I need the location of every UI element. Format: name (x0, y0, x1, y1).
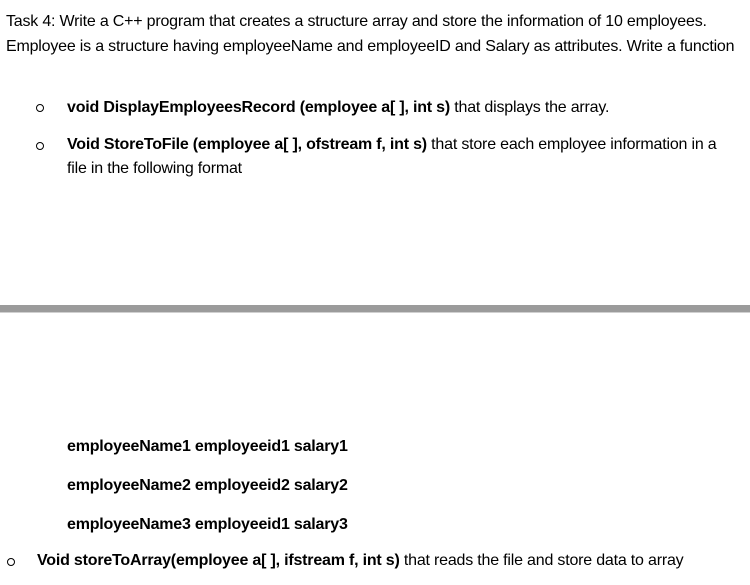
page-divider-shadow (0, 312, 750, 313)
format-example-line: employeeName3 employeeid1 salary3 (67, 516, 348, 533)
format-example-line: employeeName1 employeeid1 salary1 (67, 438, 348, 455)
bullet-store-to-file-function (67, 133, 737, 181)
hollow-circle-bullet-icon (7, 558, 15, 566)
function-signature: Void storeToArray(employee a[ ], ifstream f, int s) (37, 552, 400, 569)
task-description (6, 9, 736, 59)
function-description: that displays the array. (450, 99, 610, 116)
format-example-line: employeeName2 employeeid2 salary2 (67, 477, 348, 494)
function-signature: Void StoreToFile (employee a[ ], ofstream f, int s) (67, 136, 427, 153)
function-description: that store each employee information in a file in the following format (67, 136, 717, 177)
page-divider (0, 305, 750, 312)
function-signature: void DisplayEmployeesRecord (employee a[ ], int s) (67, 99, 451, 116)
function-description: that reads the file and store data to array (399, 552, 684, 569)
bullet-store-to-array-function (37, 549, 747, 573)
hollow-circle-bullet-icon (36, 142, 44, 150)
task-intro-text: Task 4: Write a C++ program that creates a structure array and store the information of 10 employees. Employee is a structure having employeeName and employeeID and Salary as attributes. Write a function (6, 13, 735, 55)
hollow-circle-bullet-icon (36, 104, 44, 112)
bullet-display-function (67, 96, 737, 120)
